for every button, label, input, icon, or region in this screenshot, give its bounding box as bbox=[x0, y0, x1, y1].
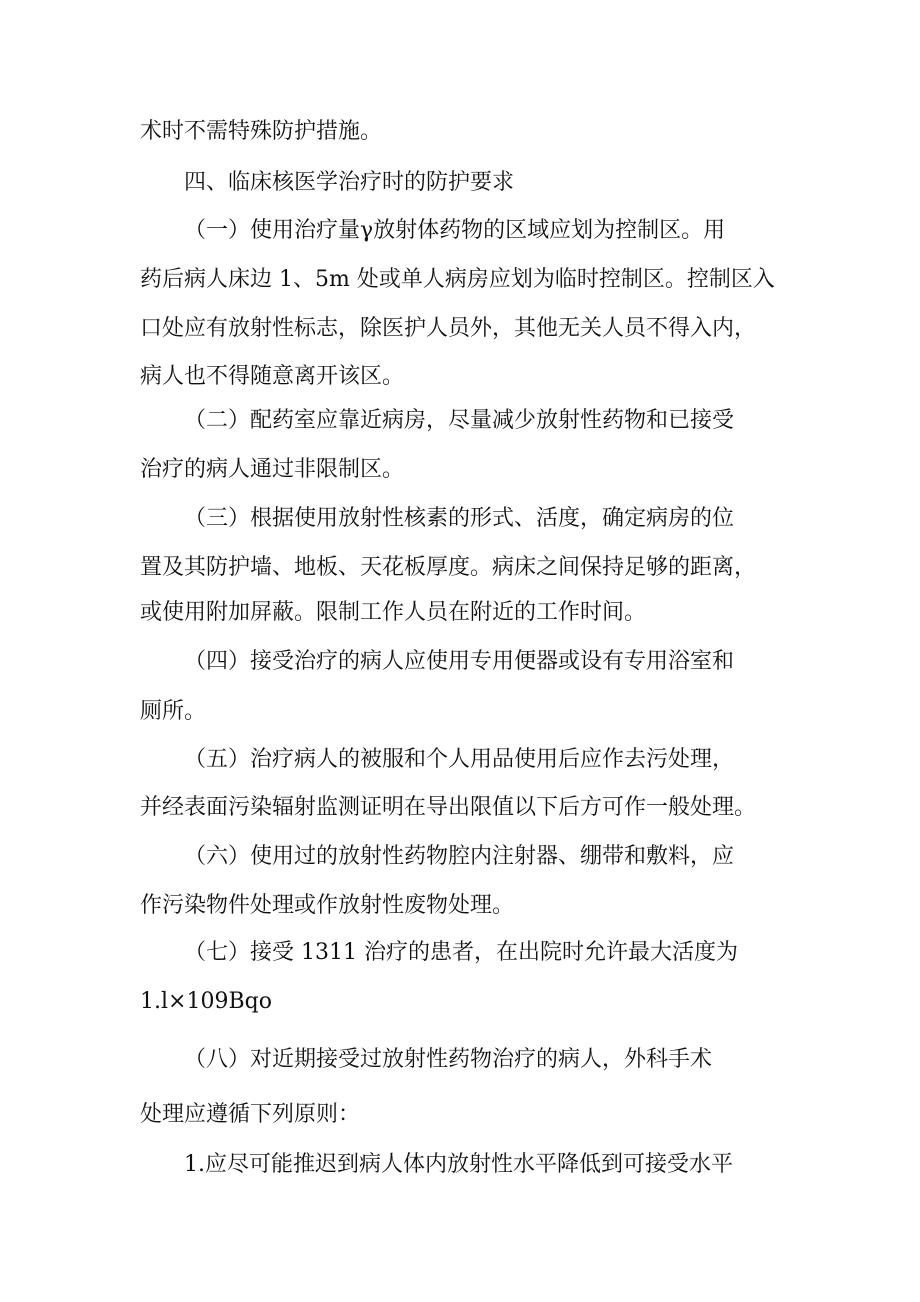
paragraph-line: 厕所。 bbox=[140, 699, 207, 724]
paragraph-line: 并经表面污染辐射监测证明在导出限值以下后方可作一般处理。 bbox=[140, 795, 757, 820]
paragraph-line: 或使用附加屏蔽。限制工作人员在附近的工作时间。 bbox=[140, 600, 647, 625]
paragraph-line: 病人也不得随意离开该区。 bbox=[140, 364, 405, 389]
paragraph-line: 口处应有放射性标志，除医护人员外，其他无关人员不得入内， bbox=[140, 316, 757, 341]
list-item: 1.应尽可能推迟到病人体内放射性水平降低到可接受水平 bbox=[184, 1152, 733, 1177]
paragraph-line: （四）接受治疗的病人应使用专用便器或设有专用浴室和 bbox=[184, 649, 735, 674]
paragraph-line: 术时不需特殊防护措施。 bbox=[140, 119, 383, 144]
paragraph-line: （七）接受 1311 治疗的患者，在出院时允许最大活度为 bbox=[184, 940, 738, 965]
section-heading: 四、临床核医学治疗时的防护要求 bbox=[184, 170, 515, 195]
paragraph-line: 药后病人床边 1、5m 处或单人病房应划为临时控制区。控制区入 bbox=[140, 267, 775, 292]
paragraph-line: 1.l×109Bqo bbox=[140, 989, 272, 1014]
paragraph-line: 置及其防护墙、地板、天花板厚度。病床之间保持足够的距离， bbox=[140, 555, 757, 580]
paragraph-line: 治疗的病人通过非限制区。 bbox=[140, 457, 405, 482]
paragraph-line: 处理应遵循下列原则： bbox=[140, 1102, 361, 1127]
paragraph-line: （六）使用过的放射性药物腔内注射器、绷带和敷料，应 bbox=[184, 844, 735, 869]
paragraph-line: （一）使用治疗量γ放射体药物的区域应划为控制区。用 bbox=[184, 218, 726, 243]
paragraph-line: （二）配药室应靠近病房，尽量减少放射性药物和已接受 bbox=[184, 408, 735, 433]
paragraph-line: （三）根据使用放射性核素的形式、活度，确定病房的位 bbox=[184, 506, 735, 531]
paragraph-line: （八）对近期接受过放射性药物治疗的病人，外科手术 bbox=[184, 1047, 713, 1072]
paragraph-line: （五）治疗病人的被服和个人用品使用后应作去污处理， bbox=[184, 747, 735, 772]
paragraph-line: 作污染物件处理或作放射性废物处理。 bbox=[140, 893, 515, 918]
